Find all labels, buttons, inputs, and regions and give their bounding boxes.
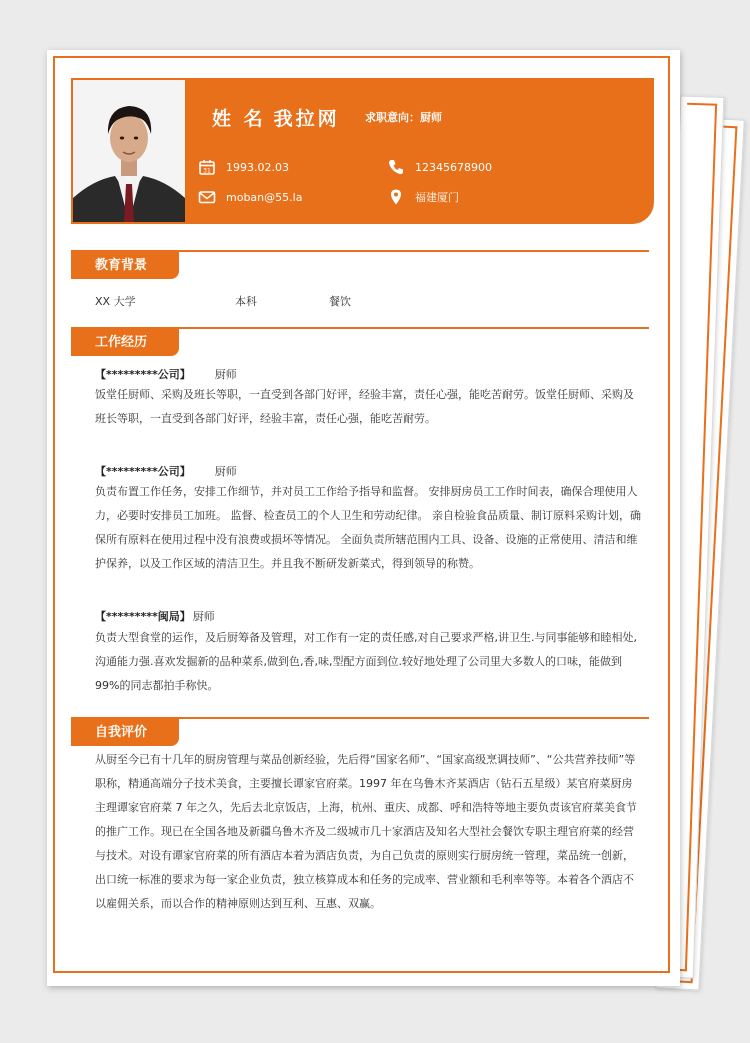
job-position: 厨师 [192, 610, 215, 623]
edu-degree: 本科 [235, 295, 257, 308]
email-value: moban@55.la [226, 190, 303, 204]
job-1-header [95, 366, 237, 382]
job-3-header [95, 608, 215, 624]
phone-icon [387, 158, 405, 176]
resume-sheet [47, 50, 680, 986]
section-title: 自我评价 [71, 719, 179, 746]
name-value: 我拉网 [273, 108, 340, 130]
svg-text:31: 31 [203, 167, 211, 175]
calendar-icon [198, 158, 216, 176]
job-position: 厨师 [214, 465, 237, 478]
job-1-desc: 饭堂任厨师、采购及班长等职，一直受到各部门好评，经验丰富，责任心强，能吃苦耐劳。饭堂任厨师、采购及班长等职，一直受到各部门好评，经验丰富，责任心强，能吃苦耐劳。 [95, 388, 634, 425]
job-2-desc: 负责布置工作任务，安排工作细节，并对员工工作给予指导和监督。 安排厨房员工工作时间表，确保合理使用人力，必要时安排员工加班。 监督、检查员工的个人卫生和劳动纪律。 亲自检验食品质量、制订原料采购计划，确保所有原料在使用过程中没有浪费或损坏等情况。 全面负责所辖范围内工具、设备、设施的正常使用、清洁和维护保养，以及工作区域的清洁卫生。并且我不断研发新菜式，得到领导的称赞。 [95, 485, 641, 570]
profile-photo [73, 80, 185, 222]
self-desc: 从厨至今已有十几年的厨房管理与菜品创新经验，先后得“国家名师”、“国家高级烹调技师”、“公共营养技师”等职称，精通高端分子技术美食，主要擅长谭家官府菜。1997 年在乌鲁木齐某酒店（钻石五星级）某官府菜厨房主理谭家官府菜 7 年之久，先后去北京饭店，上海，杭州、重庆、成都、呼和浩特等地主要负责该官府菜美食节的推广工作。现已在全国各地及新疆乌鲁木齐及二级城市几十家酒店及知名大型社会餐饮专职主理官府菜的经营与技术。对设有谭家官府菜的所有酒店本着为酒店负责，为自己负责的原则实行厨房统一管理，菜品统一创新，出口统一标准的要求为每一家企业负责，独立核算成本和任务的完成率、营业额和毛利率等等。本着各个酒店不以雇佣关系，而以合作的精神原则达到互利、互惠、双赢。 [95, 753, 637, 910]
birth-value: 1993.02.03 [226, 160, 289, 174]
job-company: 【*********公司】 [95, 368, 191, 381]
info-email [198, 188, 302, 206]
location-pin-icon [387, 188, 405, 206]
resume-name [212, 104, 348, 131]
section-title: 工作经历 [71, 329, 179, 356]
edu-major: 餐饮 [329, 295, 351, 308]
name-label: 姓 名 [212, 108, 266, 130]
phone-value: 12345678900 [415, 160, 492, 174]
location-value: 福建厦门 [415, 191, 459, 204]
job-3-desc: 负责大型食堂的运作，及后厨筹备及管理，对工作有一定的责任感,对自己要求严格,讲卫生.与同事能够和睦相处,沟通能力强.喜欢发掘新的品种菜系,做到色,香,味,型配方面到位.较好地处理了公司里大多数人的口味，能做到 99%的同志都拍手称快。 [95, 631, 637, 692]
job-intent: 求职意向：厨师 [365, 111, 442, 124]
mail-icon [198, 188, 216, 206]
section-title: 教育背景 [71, 252, 179, 279]
job-position: 厨师 [214, 368, 237, 381]
job-company: 【*********闽局】 [95, 610, 191, 623]
edu-school: XX 大学 [95, 295, 136, 308]
job-2-header [95, 463, 237, 479]
info-birth [198, 158, 289, 176]
info-location [387, 188, 459, 206]
job-company: 【*********公司】 [95, 465, 191, 478]
info-phone [387, 158, 492, 176]
